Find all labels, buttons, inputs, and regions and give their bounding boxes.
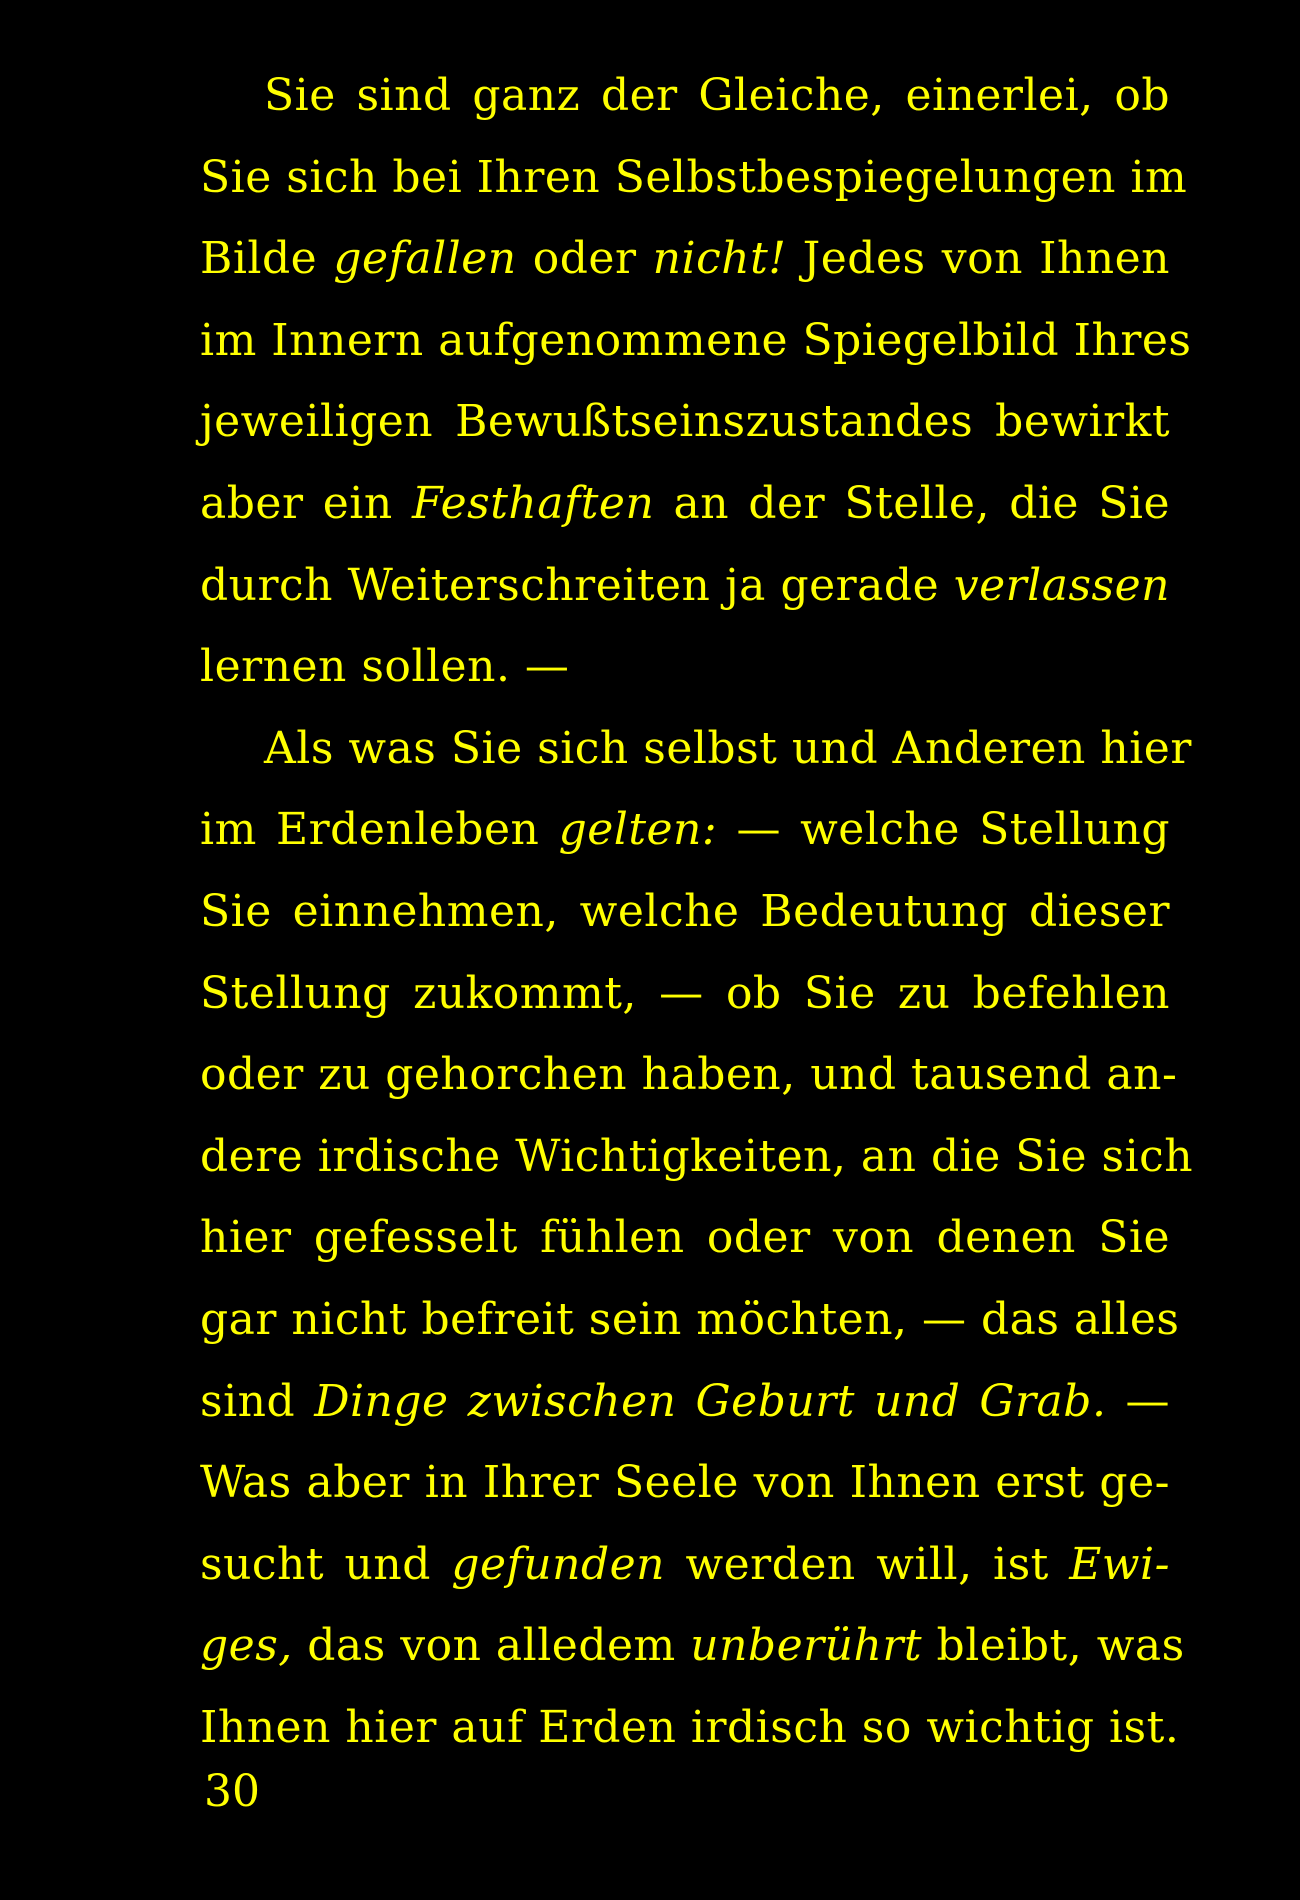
text-segment: Bilde <box>200 233 334 285</box>
page-number: 30 <box>204 1766 260 1817</box>
text-line <box>200 1279 1180 1361</box>
emphasized-text: Ewi- <box>1069 1538 1170 1590</box>
text-segment: sucht und <box>200 1538 452 1590</box>
text-line <box>200 1442 1170 1524</box>
text-segment: gar nicht befreit sein möchten, — das alles <box>200 1293 1180 1345</box>
text-line <box>200 953 1170 1035</box>
emphasized-text: gefunden <box>451 1538 666 1590</box>
text-segment: durch Weiterschreiten ja gerade <box>200 559 954 611</box>
emphasized-text: nicht! <box>652 233 787 285</box>
text-segment: das von alledem <box>292 1620 691 1672</box>
text-segment: an der Stelle, die Sie <box>654 477 1170 529</box>
text-segment: im Innern aufgenommene Spiegelbild Ihres <box>200 314 1192 366</box>
text-segment: werden will, ist <box>665 1538 1070 1590</box>
emphasized-text: gefallen <box>333 233 517 285</box>
text-segment: — welche Stellung <box>717 804 1170 856</box>
text-line <box>200 463 1170 545</box>
text-line <box>200 55 1170 137</box>
text-segment: Sie sich bei Ihren Selbstbespiegelungen im <box>200 151 1188 203</box>
text-line <box>200 789 1170 871</box>
text-segment: im Erdenleben <box>200 804 559 856</box>
text-line <box>200 1197 1170 1279</box>
text-line <box>200 1361 1170 1443</box>
text-segment: Stellung zukommt, — ob Sie zu befehlen <box>200 967 1170 1019</box>
text-segment: aber ein <box>200 477 412 529</box>
text-line <box>200 1034 1178 1116</box>
emphasized-text: ges, <box>200 1620 293 1672</box>
text-segment: dere irdische Wichtigkeiten, an die Sie sich <box>200 1130 1194 1182</box>
text-line <box>200 871 1170 953</box>
text-segment: jeweiligen Bewußtseinszustandes bewirkt <box>200 396 1170 448</box>
text-line <box>200 381 1170 463</box>
text-segment: hier gefesselt fühlen oder von denen Sie <box>200 1212 1170 1264</box>
text-line <box>200 137 1188 219</box>
text-line <box>200 545 1170 627</box>
emphasized-text: gelten: <box>558 804 718 856</box>
text-segment: Als was Sie sich selbst und Anderen hier <box>264 722 1192 774</box>
text-segment: lernen sollen. — <box>200 641 570 693</box>
text-line <box>200 300 1192 382</box>
emphasized-text: unberührt <box>690 1620 923 1672</box>
text-line <box>200 1524 1170 1606</box>
text-line <box>200 1116 1194 1198</box>
text-segment: Ihnen hier auf Erden irdisch so wichtig ist. <box>200 1701 1180 1753</box>
emphasized-text: Dinge zwischen Geburt und Grab. <box>314 1375 1107 1427</box>
emphasized-text: Festhaften <box>411 477 655 529</box>
text-line <box>200 1605 1185 1687</box>
text-line <box>200 708 1192 790</box>
text-segment: Was aber in Ihrer Seele von Ihnen erst ge- <box>200 1457 1170 1509</box>
text-segment: oder zu gehorchen haben, und tausend an- <box>200 1049 1178 1101</box>
emphasized-text: verlassen <box>953 559 1170 611</box>
text-line <box>200 626 1170 708</box>
text-segment: oder <box>516 233 653 285</box>
body-text <box>200 55 1194 1768</box>
text-line <box>200 218 1170 300</box>
text-segment: Sie einnehmen, welche Bedeutung dieser <box>200 885 1170 937</box>
text-segment: Sie sind ganz der Gleiche, einerlei, ob <box>264 70 1170 121</box>
text-line <box>200 1687 1180 1769</box>
text-segment: sind <box>200 1375 315 1427</box>
text-segment: bleibt, was <box>922 1620 1185 1672</box>
text-segment: Jedes von Ihnen <box>786 233 1171 285</box>
text-segment: — <box>1106 1375 1170 1427</box>
